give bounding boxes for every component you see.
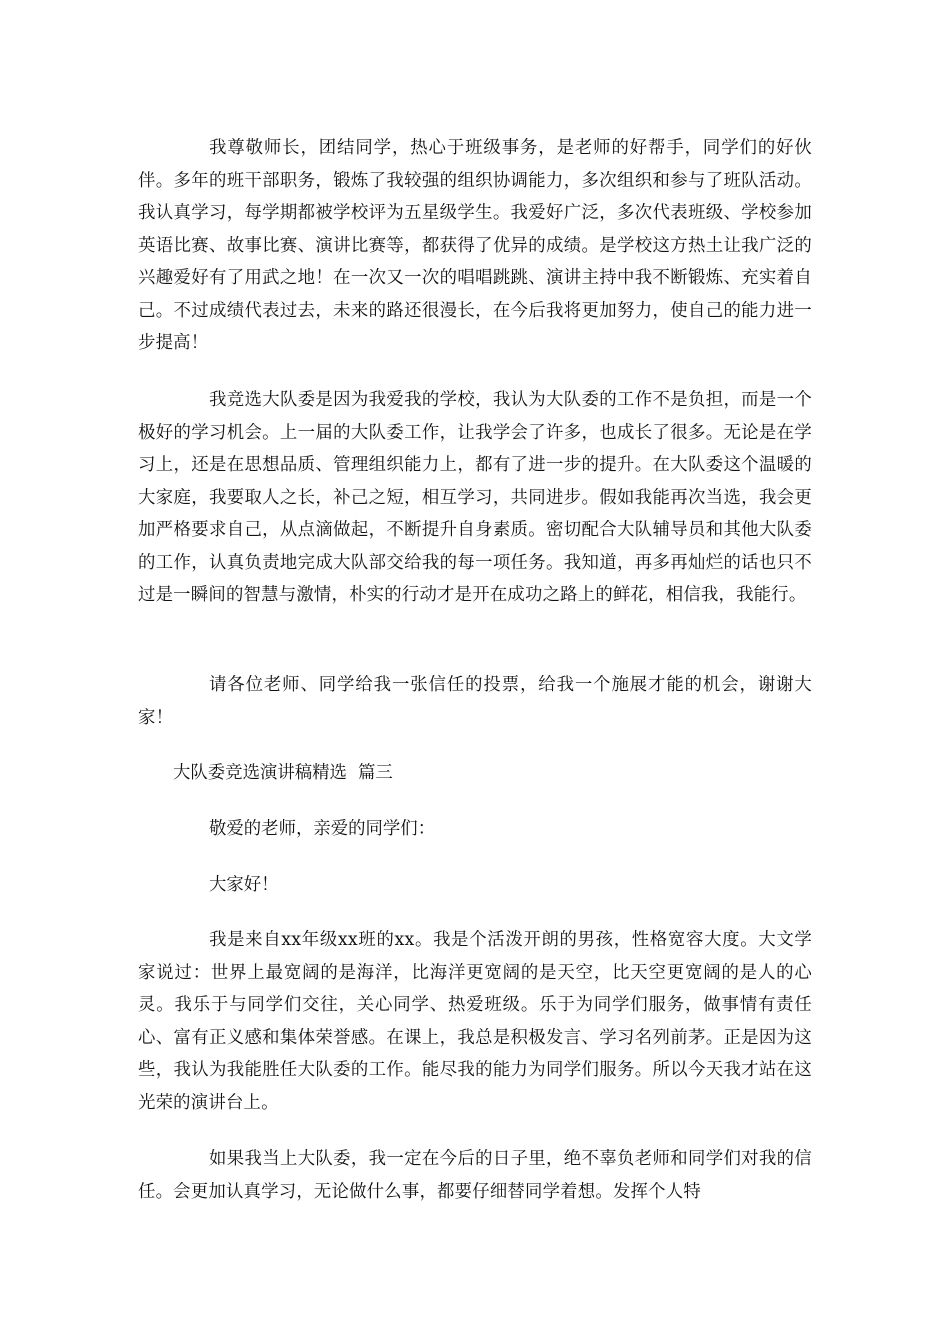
- paragraph-self-introduction: 我尊敬师长，团结同学，热心于班级事务，是老师的好帮手，同学们的好伙伴。多年的班干部职务，锻炼了我较强的组织协调能力，多次组织和参与了班队活动。我认真学习，每学期都被学校评为五星级学生。我爱好广泛，多次代表班级、学校参加英语比赛、故事比赛、演讲比赛等，都获得了优异的成绩。是学校这方热土让我广泛的兴趣爱好有了用武之地！在一次又一次的唱唱跳跳、演讲主持中我不断锻炼、充实着自己。不过成绩代表过去，未来的路还很漫长，在今后我将更加努力，使自己的能力进一步提高！: [138, 138, 812, 353]
- section-heading: 大队委竞选演讲稿精选 篇三: [173, 763, 393, 783]
- paragraph-closing-request: 请各位老师、同学给我一张信任的投票，给我一个施展才能的机会，谢谢大家！: [138, 675, 812, 728]
- greeting: 大家好！: [209, 875, 279, 895]
- paragraph-reason-for-running: 我竞选大队委是因为我爱我的学校，我认为大队委的工作不是负担，而是一个极好的学习机会。上一届的大队委工作，让我学会了许多，也成长了很多。无论是在学习上，还是在思想品质、管理组织能力上，都有了进一步的提升。在大队委这个温暖的大家庭，我要取人之长，补己之短，相互学习，共同进步。假如我能再次当选，我会更加严格要求自己，从点滴做起，不断提升自身素质。密切配合大队辅导员和其他大队委的工作，认真负责地完成大队部交给我的每一项任务。我知道，再多再灿烂的话也只不过是一瞬间的智慧与激情，朴实的行动才是开在成功之路上的鲜花，相信我，我能行。: [138, 390, 812, 605]
- paragraph-promise: 如果我当上大队委，我一定在今后的日子里，绝不辜负老师和同学们对我的信任。会更加认真学习，无论做什么事，都要仔细替同学着想。发挥个人特: [138, 1149, 812, 1202]
- salutation: 敬爱的老师，亲爱的同学们：: [209, 819, 436, 839]
- paragraph-introduction-2: 我是来自xx年级xx班的xx。我是个活泼开朗的男孩，性格宽容大度。大文学家说过：世界上最宽阔的是海洋，比海洋更宽阔的是天空，比天空更宽阔的是人的心灵。我乐于与同学们交往，关心同学、热爱班级。乐于为同学们服务，做事情有责任心、富有正义感和集体荣誉感。在课上，我总是积极发言、学习名列前茅。正是因为这些，我认为我能胜任大队委的工作。能尽我的能力为同学们服务。所以今天我才站在这光荣的演讲台上。: [138, 930, 812, 1113]
